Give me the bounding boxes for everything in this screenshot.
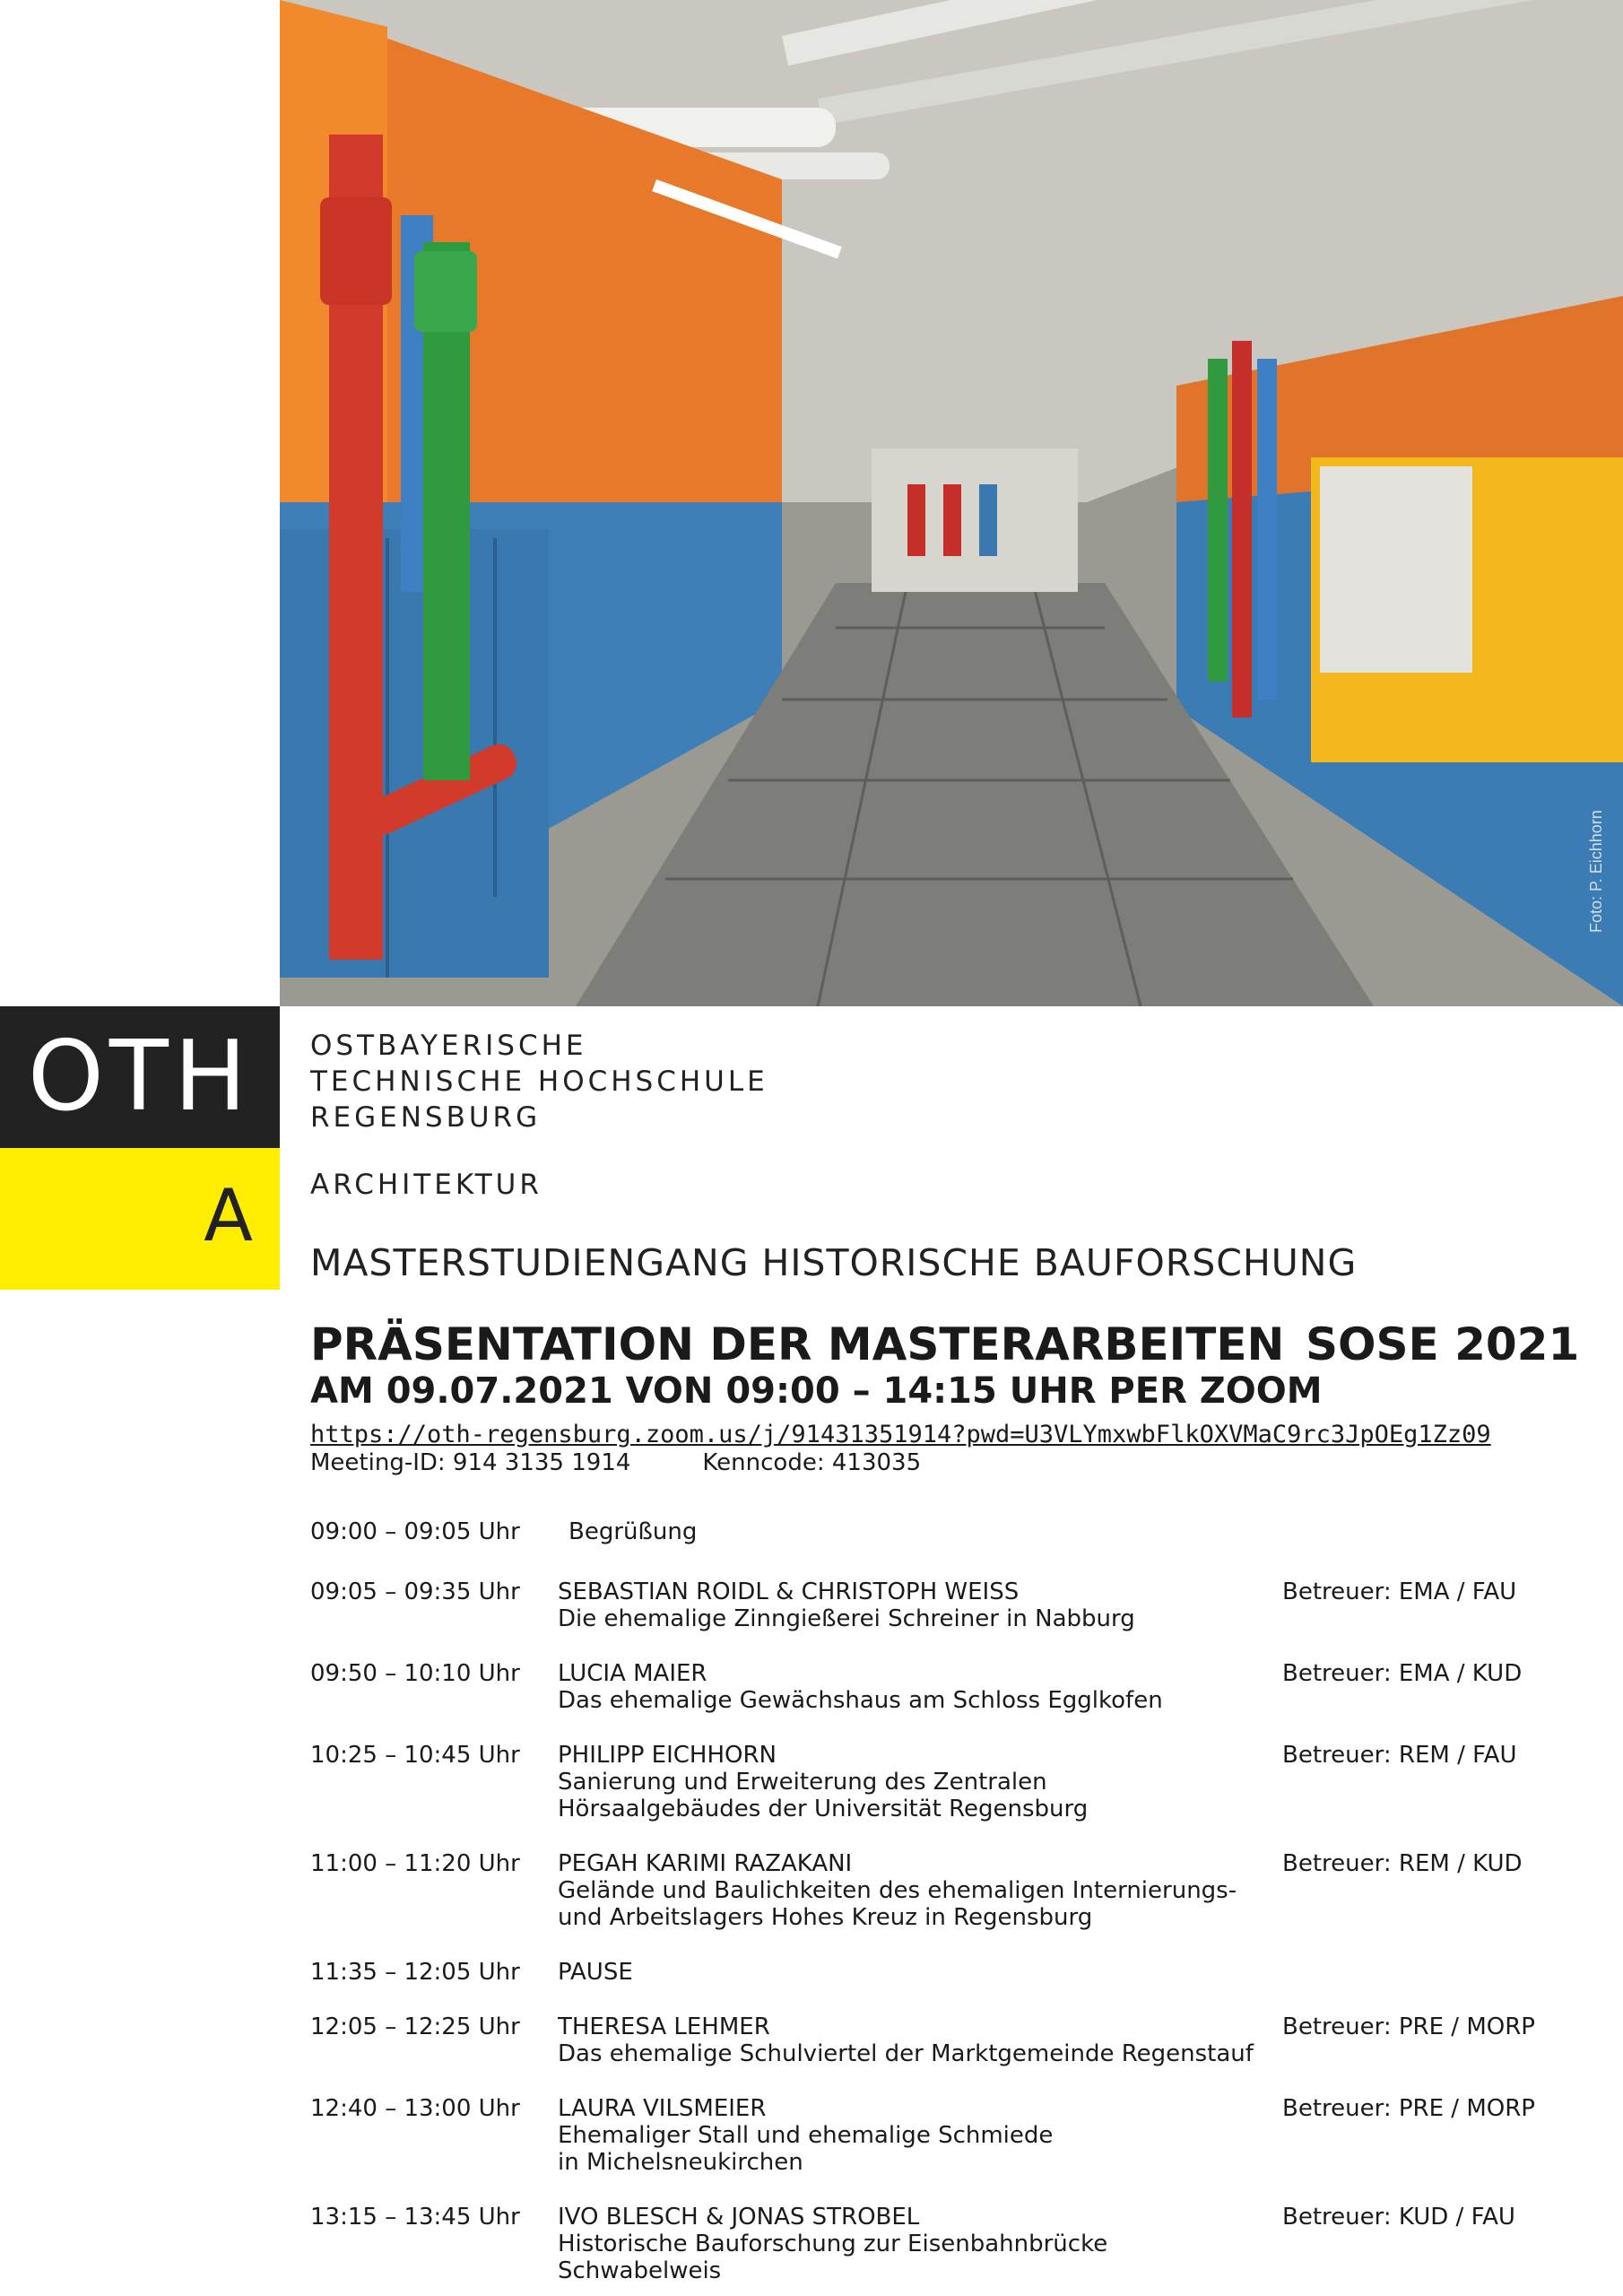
schedule-topic-line: Historische Bauforschung zur Eisenbahnbrücke: [558, 2231, 1108, 2257]
schedule-time: 10:25 – 10:45 Uhr: [310, 1742, 520, 1769]
schedule-supervisor: Betreuer: PRE / MORP: [1282, 2013, 1535, 2040]
meeting-id: Meeting-ID: 914 3135 1914: [310, 1449, 631, 1476]
schedule-time: 13:15 – 13:45 Uhr: [310, 2204, 520, 2231]
institution-line-2: TECHNISCHE HOCHSCHULE: [310, 1065, 768, 1098]
schedule-time: 12:05 – 12:25 Uhr: [310, 2013, 520, 2040]
schedule-topic-line: in Michelsneukirchen: [558, 2149, 803, 2176]
schedule-presenter: LAURA VILSMEIER: [558, 2095, 767, 2122]
meeting-passcode: Kenncode: 413035: [702, 1449, 922, 1476]
schedule-supervisor: Betreuer: REM / FAU: [1282, 1742, 1517, 1769]
schedule-presenter: PHILIPP EICHHORN: [558, 1742, 777, 1769]
schedule-topic-line: Ehemaliger Stall und ehemalige Schmiede: [558, 2122, 1054, 2149]
schedule-content: [558, 1850, 1237, 1931]
schedule-content: [558, 1742, 1088, 1822]
schedule-supervisor: Betreuer: REM / KUD: [1282, 1850, 1523, 1877]
schedule-supervisor: Betreuer: KUD / FAU: [1282, 2204, 1515, 2231]
schedule-content: [558, 1578, 1135, 1632]
schedule-content: [558, 2095, 1053, 2176]
semester-label: SOSE 2021: [1306, 1318, 1580, 1370]
header-photo: [280, 0, 1623, 1006]
program-name: MASTERSTUDIENGANG HISTORISCHE BAUFORSCHUNG: [310, 1241, 1358, 1284]
photo-credit: Foto: P. Eichhorn: [1587, 810, 1605, 933]
schedule-presenter: PAUSE: [558, 1959, 633, 1986]
schedule-presenter: THERESA LEHMER: [558, 2013, 770, 2040]
schedule-time: 12:40 – 13:00 Uhr: [310, 2095, 520, 2122]
schedule-content: [558, 2204, 1107, 2284]
schedule-time: 11:35 – 12:05 Uhr: [310, 1959, 520, 1986]
schedule-presenter: LUCIA MAIER: [558, 1660, 707, 1687]
zoom-link[interactable]: https://oth-regensburg.zoom.us/j/91431351914?pwd=U3VLYmxwbFlkOXVMaC9rc3JpOEg1Zz09: [310, 1421, 1491, 1448]
schedule-topic-line: Sanierung und Erweiterung des Zentralen: [558, 1769, 1047, 1796]
faculty-logo: [0, 1148, 280, 1290]
schedule-supervisor: Betreuer: PRE / MORP: [1282, 2095, 1535, 2122]
institution-line-1: OSTBAYERISCHE: [310, 1030, 587, 1062]
schedule-time: 09:05 – 09:35 Uhr: [310, 1578, 520, 1605]
schedule-content: [568, 1518, 697, 1545]
schedule-topic-line: Das ehemalige Gewächshaus am Schloss Egglkofen: [558, 1687, 1163, 1714]
schedule-content: [558, 1660, 1163, 1714]
schedule-supervisor: Betreuer: EMA / FAU: [1282, 1578, 1517, 1605]
schedule-presenter: PEGAH KARIMI RAZAKANI: [558, 1850, 853, 1877]
schedule-presenter: SEBASTIAN ROIDL & CHRISTOPH WEISS: [558, 1578, 1020, 1605]
institution-name: [310, 1028, 768, 1135]
schedule-content: [558, 2013, 1254, 2067]
schedule-topic-line: und Arbeitslagers Hohes Kreuz in Regensburg: [558, 1904, 1093, 1931]
oth-logo: [0, 1006, 280, 1148]
faculty-logo-letter: A: [204, 1174, 253, 1257]
schedule-presenter: Begrüßung: [568, 1518, 698, 1545]
title-text: PRÄSENTATION DER MASTERARBEITEN: [310, 1318, 1285, 1370]
faculty-name: ARCHITEKTUR: [310, 1169, 542, 1201]
schedule-time: 09:50 – 10:10 Uhr: [310, 1660, 520, 1687]
event-date-line: AM 09.07.2021 VON 09:00 – 14:15 UHR PER ZOOM: [310, 1370, 1323, 1412]
schedule-topic-line: Hörsaalgebäudes der Universität Regensburg: [558, 1796, 1089, 1822]
schedule-topic-line: Das ehemalige Schulviertel der Marktgemeinde Regenstauf: [558, 2040, 1254, 2067]
schedule-time: 09:00 – 09:05 Uhr: [310, 1518, 520, 1545]
schedule-topic-line: Die ehemalige Zinngießerei Schreiner in Nabburg: [558, 1605, 1135, 1632]
institution-line-3: REGENSBURG: [310, 1101, 542, 1134]
oth-logo-mark: OTH: [27, 1021, 253, 1133]
schedule-time: 11:00 – 11:20 Uhr: [310, 1850, 520, 1877]
page-title: [310, 1318, 1580, 1370]
schedule-topic-line: Gelände und Baulichkeiten des ehemaligen Internierungs-: [558, 1877, 1237, 1904]
schedule-content: [558, 1959, 633, 1986]
meeting-info: [310, 1449, 921, 1476]
schedule-presenter: IVO BLESCH & JONAS STROBEL: [558, 2204, 920, 2231]
tunnel-illustration: [280, 0, 1623, 1006]
schedule-supervisor: Betreuer: EMA / KUD: [1282, 1660, 1523, 1687]
schedule-topic-line: Schwabelweis: [558, 2257, 722, 2284]
